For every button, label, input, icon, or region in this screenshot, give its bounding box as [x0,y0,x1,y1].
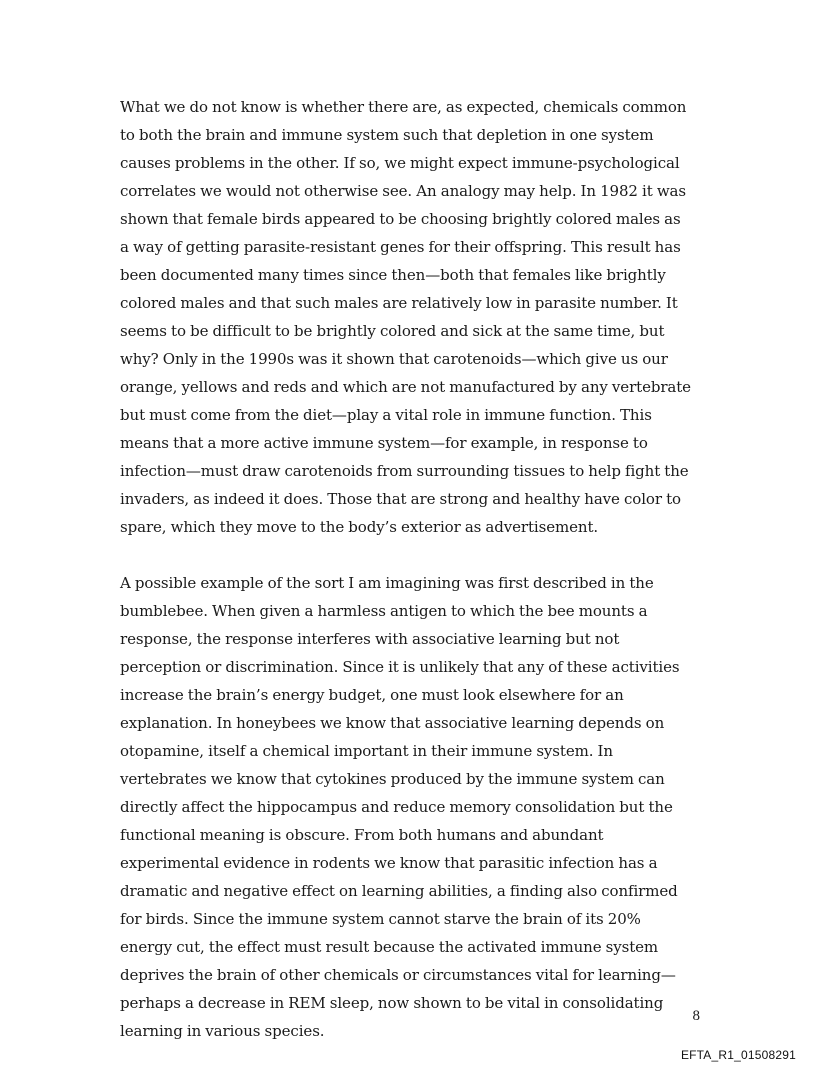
document-body [120,93,692,1045]
document-id-stamp: EFTA_R1_01508291 [680,1048,796,1062]
page-number: 8 [692,1008,700,1024]
paragraph-carotenoids: What we do not know is whether there are, as expected, chemicals common to both the brain and immune system such that depletion in one system causes problems in the other. If so, we might expect immune-psychological correlates we would not otherwise see. An analogy may help. In 1982 it was shown that female birds appeared to be choosing brightly colored males as a way of getting parasite-resistant genes for their offspring. This result has been documented many times since then—both that females like brightly colored males and that such males are relatively low in parasite number. It seems to be difficult to be brightly colored and sick at the same time, but why? Only in the 1990s was it shown that carotenoids—which give us our orange, yellows and reds and which are not manufactured by any vertebrate but must come from the diet—play a vital role in immune function. This means that a more active immune system—for example, in response to infection—must draw carotenoids from surrounding tissues to help fight the invaders, as indeed it does. Those that are strong and healthy have color to spare, which they move to the body’s exterior as advertisement. [120,98,691,536]
paragraph-bumblebee: A possible example of the sort I am imagining was first described in the bumblebee. When given a harmless antigen to which the bee mounts a response, the response interferes with associative learning but not perception or discrimination. Since it is unlikely that any of these activities increase the brain’s energy budget, one must look elsewhere for an explanation. In honeybees we know that associative learning depends on otopamine, itself a chemical important in their immune system. In vertebrates we know that cytokines produced by the immune system can directly affect the hippocampus and reduce memory consolidation but the functional meaning is obscure. From both humans and abundant experimental evidence in rodents we know that parasitic infection has a dramatic and negative effect on learning abilities, a finding also confirmed for birds. Since the immune system cannot starve the brain of its 20% energy cut, the effect must result because the activated immune system deprives the brain of other chemicals or circumstances vital for learning—perhaps a decrease in REM sleep, now shown to be vital in consolidating learning in various species. [120,574,680,1040]
